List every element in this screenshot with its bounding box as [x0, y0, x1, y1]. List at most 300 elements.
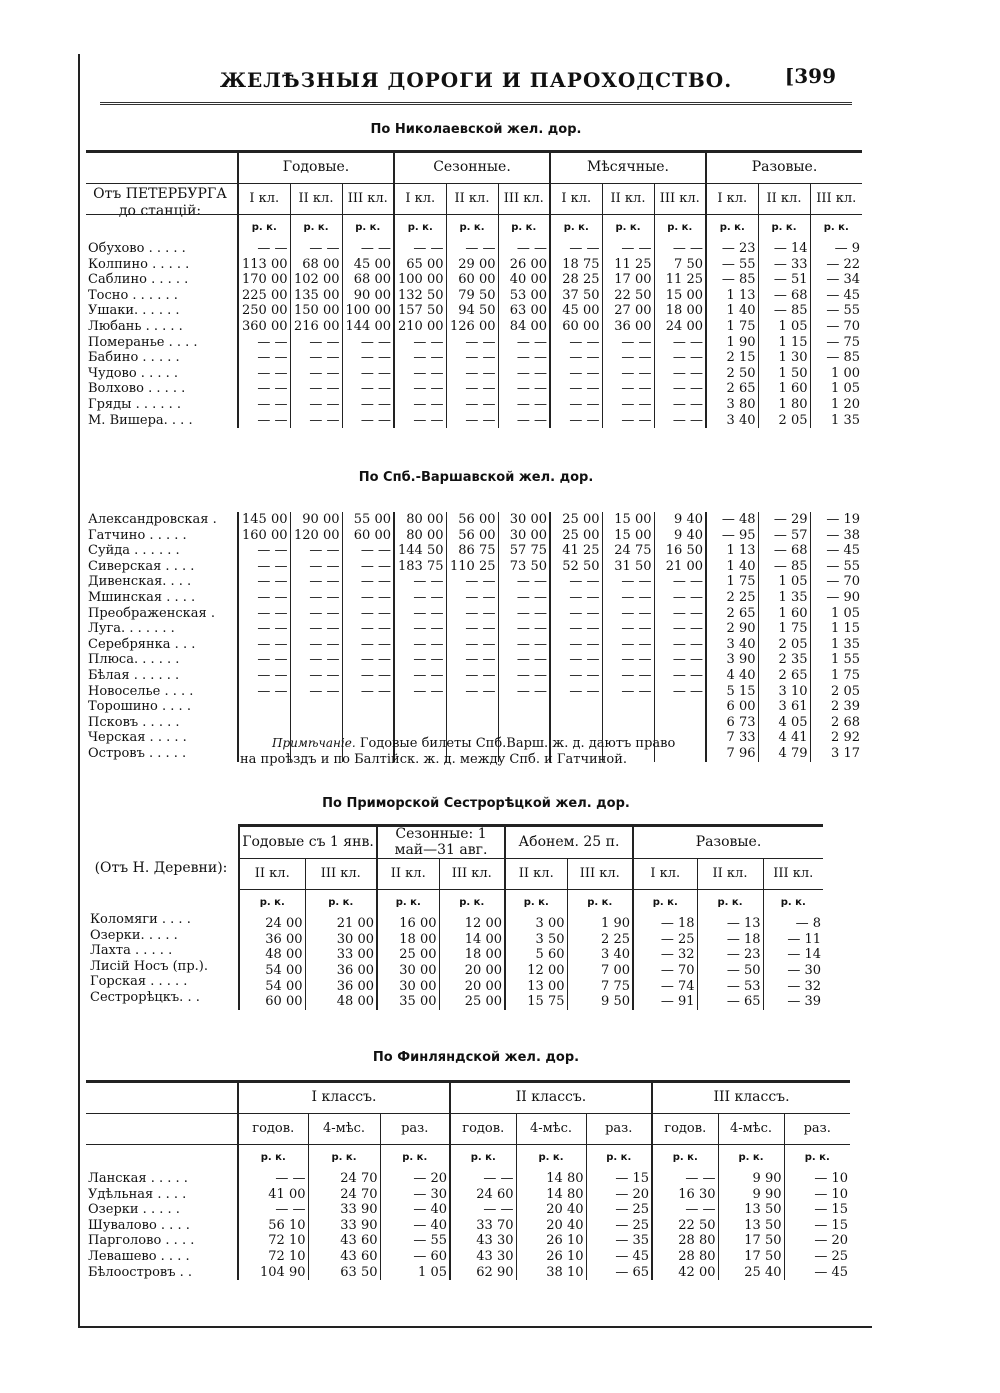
- table-row: [86, 1265, 850, 1281]
- fare-cell: 170 00: [238, 272, 290, 288]
- fare-cell: 183 75: [394, 559, 446, 575]
- fare-cell: 73 50: [498, 559, 550, 575]
- fare-cell: 7 96: [706, 746, 758, 762]
- fare-cell: 1 00: [810, 366, 862, 382]
- fare-cell: — —: [342, 637, 394, 653]
- note-text: Годовые билеты Спб.Варш. ж. д. даютъ право: [359, 736, 676, 751]
- fare-cell: 1 13: [706, 288, 758, 304]
- group-header: Годовые съ 1 янв.: [239, 826, 377, 859]
- station-name: Ланская . . . . .: [88, 1171, 188, 1186]
- fare-cell: — —: [446, 241, 498, 257]
- fare-cell: 41 00: [238, 1187, 308, 1203]
- fare-cell: — 70: [633, 963, 697, 979]
- fare-cell: [550, 715, 602, 731]
- sub-header: годов.: [652, 1114, 718, 1145]
- fare-cell: 53 00: [498, 288, 550, 304]
- fare-cell: — 50: [697, 963, 763, 979]
- fare-cell: — —: [238, 684, 290, 700]
- fare-cell: [498, 699, 550, 715]
- table-row: [86, 1249, 850, 1265]
- fare-cell: — —: [290, 543, 342, 559]
- fare-cell: — —: [238, 241, 290, 257]
- fare-cell: — 33: [758, 257, 810, 273]
- station-name: Преображенская .: [88, 605, 216, 621]
- fare-cell: — —: [654, 652, 706, 668]
- fare-cell: — —: [290, 350, 342, 366]
- fare-cell: 33 90: [308, 1218, 380, 1234]
- fare-cell: 63 00: [498, 303, 550, 319]
- fare-cell: — —: [654, 397, 706, 413]
- fare-cell: 210 00: [394, 319, 446, 335]
- fare-cell: — —: [342, 606, 394, 622]
- fare-cell: 13 00: [505, 979, 567, 995]
- fare-cell: — 85: [706, 272, 758, 288]
- fare-cell: [394, 699, 446, 715]
- fare-cell: 15 00: [602, 512, 654, 528]
- fare-cell: — 57: [758, 528, 810, 544]
- fare-cell: — —: [498, 590, 550, 606]
- fare-cell: [446, 715, 498, 731]
- fare-cell: 80 00: [394, 528, 446, 544]
- unit-label: р. к.: [633, 890, 697, 917]
- table-row: [86, 1171, 850, 1187]
- fare-cell: — 51: [758, 272, 810, 288]
- station-name: Лахта . . . . .: [90, 943, 173, 959]
- fare-cell: 24 75: [602, 543, 654, 559]
- fare-cell: — —: [602, 621, 654, 637]
- fare-cell: — —: [394, 574, 446, 590]
- fare-cell: 56 10: [238, 1218, 308, 1234]
- fare-cell: — —: [394, 652, 446, 668]
- fare-cell: 3 10: [758, 684, 810, 700]
- fare-cell: — —: [602, 606, 654, 622]
- fare-cell: — —: [290, 606, 342, 622]
- fare-cell: 3 80: [706, 397, 758, 413]
- fare-cell: 145 00: [238, 512, 290, 528]
- fare-cell: 84 00: [498, 319, 550, 335]
- unit-label: р. к.: [784, 1145, 850, 1172]
- fare-cell: 150 00: [290, 303, 342, 319]
- fare-cell: — 18: [633, 916, 697, 932]
- fare-cell: — —: [394, 381, 446, 397]
- fare-cell: 1 75: [810, 668, 862, 684]
- fare-cell: — —: [446, 397, 498, 413]
- fare-cell: [602, 699, 654, 715]
- fare-cell: — —: [654, 350, 706, 366]
- unit-label: р. к.: [602, 215, 654, 242]
- unit-label: р. к.: [652, 1145, 718, 1172]
- fare-cell: 27 00: [602, 303, 654, 319]
- group-header: III классъ.: [652, 1082, 850, 1114]
- fare-cell: — —: [498, 397, 550, 413]
- group-header: Годовые.: [238, 152, 394, 184]
- fare-cell: 43 30: [450, 1249, 516, 1265]
- fare-cell: 60 00: [239, 994, 305, 1010]
- fare-cell: — —: [446, 366, 498, 382]
- fare-cell: 132 50: [394, 288, 446, 304]
- table-row: [239, 916, 823, 932]
- fare-cell: 33 90: [308, 1202, 380, 1218]
- table-row: [86, 590, 862, 606]
- fare-cell: — —: [498, 574, 550, 590]
- fare-cell: 56 00: [446, 528, 498, 544]
- station-name: Коломяги . . . .: [90, 912, 191, 927]
- fare-cell: 11 25: [654, 272, 706, 288]
- fare-cell: — —: [342, 381, 394, 397]
- fare-cell: 21 00: [305, 916, 377, 932]
- station-name: Плюса. . . . . .: [88, 652, 180, 668]
- fare-cell: 1 35: [758, 590, 810, 606]
- fare-cell: — —: [602, 574, 654, 590]
- unit-label: р. к.: [439, 890, 505, 917]
- table-row: [86, 652, 862, 668]
- fare-cell: — 10: [784, 1171, 850, 1187]
- fare-cell: [602, 715, 654, 731]
- fare-cell: — —: [498, 413, 550, 429]
- fare-cell: 24 00: [239, 916, 305, 932]
- header-rule: [100, 94, 852, 105]
- fare-cell: — —: [290, 621, 342, 637]
- table-row: [86, 257, 862, 273]
- fare-cell: 5 60: [505, 947, 567, 963]
- note-text-2: на проѣздъ и по Балтійск. ж. д. между Спб. и Гатчиной.: [240, 752, 628, 767]
- station-name: Озерки . . . . .: [88, 1202, 180, 1218]
- fare-cell: 42 00: [652, 1265, 718, 1281]
- fare-cell: — 85: [758, 303, 810, 319]
- fare-cell: 25 00: [439, 994, 505, 1010]
- fare-cell: — —: [446, 590, 498, 606]
- fare-cell: — —: [498, 621, 550, 637]
- fare-cell: 36 00: [305, 979, 377, 995]
- fare-cell: 2 92: [810, 730, 862, 746]
- fare-cell: 7 00: [567, 963, 633, 979]
- fare-cell: 9 50: [567, 994, 633, 1010]
- fare-cell: 22 50: [652, 1218, 718, 1234]
- fare-cell: — 45: [784, 1265, 850, 1281]
- fare-cell: 104 90: [238, 1265, 308, 1281]
- section-title-nikolaev: По Николаевской жел. дор.: [370, 122, 582, 137]
- class-header: I кл.: [633, 859, 697, 890]
- fare-cell: 1 30: [758, 350, 810, 366]
- fare-cell: — —: [446, 637, 498, 653]
- fare-cell: 26 10: [516, 1233, 586, 1249]
- fare-cell: — —: [342, 574, 394, 590]
- station-name: Обухово . . . . .: [88, 241, 186, 256]
- fare-cell: 52 50: [550, 559, 602, 575]
- fare-cell: — —: [446, 574, 498, 590]
- fare-cell: 3 00: [505, 916, 567, 932]
- unit-label: р. к.: [308, 1145, 380, 1172]
- fare-cell: — —: [238, 637, 290, 653]
- class-header: III кл.: [763, 859, 823, 890]
- table-row: [86, 715, 862, 731]
- fare-cell: 18 75: [550, 257, 602, 273]
- class-header: III кл.: [810, 184, 862, 215]
- fare-cell: — —: [238, 606, 290, 622]
- fare-cell: — —: [654, 335, 706, 351]
- fare-cell: 4 05: [758, 715, 810, 731]
- sub-header: раз.: [586, 1114, 652, 1145]
- fare-cell: — 34: [810, 272, 862, 288]
- fare-cell: — —: [342, 366, 394, 382]
- fare-cell: — 8: [763, 916, 823, 932]
- unit-label: р. к.: [654, 215, 706, 242]
- fare-cell: — —: [238, 381, 290, 397]
- fare-cell: 5 15: [706, 684, 758, 700]
- station-name: Псковъ . . . . .: [88, 714, 180, 730]
- fare-cell: — —: [602, 590, 654, 606]
- fare-cell: 1 15: [758, 335, 810, 351]
- fare-cell: — —: [602, 335, 654, 351]
- fare-cell: 1 55: [810, 652, 862, 668]
- station-name: Черская . . . . .: [88, 730, 187, 746]
- unit-label: р. к.: [290, 215, 342, 242]
- fare-cell: — —: [290, 668, 342, 684]
- fare-cell: — —: [290, 335, 342, 351]
- fare-cell: 1 05: [810, 381, 862, 397]
- table-row: [86, 684, 862, 700]
- fare-cell: 18 00: [439, 947, 505, 963]
- fare-cell: — —: [450, 1202, 516, 1218]
- header-blank: [86, 184, 238, 215]
- fare-cell: — —: [498, 335, 550, 351]
- fare-cell: — 60: [380, 1249, 450, 1265]
- fare-cell: — 40: [380, 1202, 450, 1218]
- fare-cell: 6 00: [706, 699, 758, 715]
- fare-cell: — —: [602, 637, 654, 653]
- fare-cell: 65 00: [394, 257, 446, 273]
- fare-cell: — —: [446, 652, 498, 668]
- fare-cell: — 15: [784, 1218, 850, 1234]
- table-row: [239, 979, 823, 995]
- sub-header: 4-мѣс.: [516, 1114, 586, 1145]
- page-title: ЖЕЛѢЗНЫЯ ДОРОГИ И ПАРОХОДСТВО.: [219, 68, 733, 92]
- station-name: Бѣлоостровъ . .: [88, 1264, 193, 1280]
- fare-cell: — —: [238, 590, 290, 606]
- station-name: Новоселье . . . .: [88, 683, 194, 699]
- fare-cell: — —: [394, 397, 446, 413]
- fare-cell: 2 68: [810, 715, 862, 731]
- fare-cell: 3 40: [706, 413, 758, 429]
- fare-cell: 15 75: [505, 994, 567, 1010]
- fare-cell: 14 80: [516, 1171, 586, 1187]
- station-name: М. Вишера. . . .: [88, 412, 193, 428]
- header-blank: [86, 152, 238, 184]
- fare-cell: — 25: [633, 932, 697, 948]
- fare-cell: 21 00: [654, 559, 706, 575]
- group-header: II классъ.: [450, 1082, 652, 1114]
- fare-cell: — 45: [810, 288, 862, 304]
- fare-cell: 38 10: [516, 1265, 586, 1281]
- fare-cell: 24 60: [450, 1187, 516, 1203]
- unit-label: р. к.: [394, 215, 446, 242]
- fare-cell: — —: [602, 366, 654, 382]
- fare-cell: 25 00: [550, 528, 602, 544]
- fare-cell: 1 75: [706, 319, 758, 335]
- unit-label: р. к.: [238, 215, 290, 242]
- class-header: II кл.: [758, 184, 810, 215]
- page-number: [399: [784, 64, 836, 88]
- class-header: II кл.: [697, 859, 763, 890]
- station-name: Волхово . . . . .: [88, 381, 186, 397]
- fare-cell: 2 25: [567, 932, 633, 948]
- fare-cell: — —: [550, 241, 602, 257]
- fare-cell: — 23: [706, 241, 758, 257]
- fare-cell: [238, 699, 290, 715]
- fare-cell: 17 00: [602, 272, 654, 288]
- fare-cell: 9 40: [654, 528, 706, 544]
- fare-cell: 24 00: [654, 319, 706, 335]
- fare-cell: 43 60: [308, 1233, 380, 1249]
- fare-cell: 16 00: [377, 916, 439, 932]
- fare-cell: 36 00: [602, 319, 654, 335]
- station-name: Суйда . . . . . .: [88, 543, 180, 559]
- table-row: [86, 512, 862, 528]
- fare-cell: 1 05: [810, 606, 862, 622]
- note-label: Примѣчаніе.: [272, 736, 356, 750]
- fare-cell: — —: [550, 590, 602, 606]
- unit-label: р. к.: [586, 1145, 652, 1172]
- fare-cell: — —: [342, 397, 394, 413]
- fare-cell: — —: [394, 684, 446, 700]
- fare-cell: [654, 715, 706, 731]
- fare-cell: — —: [290, 366, 342, 382]
- station-name: Озерки. . . . .: [90, 927, 178, 943]
- fare-cell: — —: [654, 381, 706, 397]
- fare-cell: — —: [238, 668, 290, 684]
- fare-cell: 1 05: [380, 1265, 450, 1281]
- fare-cell: — —: [652, 1171, 718, 1187]
- fare-cell: — —: [602, 684, 654, 700]
- group-header: Сезонные.: [394, 152, 550, 184]
- fare-cell: — —: [498, 684, 550, 700]
- fare-cell: — —: [550, 381, 602, 397]
- fare-cell: 28 80: [652, 1233, 718, 1249]
- unit-label: р. к.: [758, 215, 810, 242]
- fare-cell: 2 65: [706, 606, 758, 622]
- fare-cell: — 68: [758, 288, 810, 304]
- fare-cell: — 30: [380, 1187, 450, 1203]
- fare-cell: 60 00: [550, 319, 602, 335]
- class-header: III кл.: [305, 859, 377, 890]
- station-name: Померанье . . . .: [88, 334, 198, 350]
- fare-cell: — 70: [810, 574, 862, 590]
- fare-cell: 20 00: [439, 979, 505, 995]
- fare-cell: 2 65: [758, 668, 810, 684]
- table-row: [86, 1187, 850, 1203]
- station-name: Горская . . . . .: [90, 974, 188, 990]
- station-name: Тосно . . . . . .: [88, 287, 178, 303]
- fare-cell: 63 50: [308, 1265, 380, 1281]
- fare-cell: 94 50: [446, 303, 498, 319]
- fare-cell: — —: [238, 366, 290, 382]
- fare-cell: 1 40: [706, 559, 758, 575]
- fare-cell: 86 75: [446, 543, 498, 559]
- fare-cell: — —: [342, 335, 394, 351]
- sub-header: раз.: [784, 1114, 850, 1145]
- fare-cell: — 55: [706, 257, 758, 273]
- fare-cell: — 10: [784, 1187, 850, 1203]
- fare-cell: 48 00: [239, 947, 305, 963]
- table-row: [86, 1233, 850, 1249]
- fare-cell: 2 50: [706, 366, 758, 382]
- station-name: Серебрянка . . .: [88, 636, 196, 652]
- fare-cell: 250 00: [238, 303, 290, 319]
- from-label-spb: Отъ ПЕТЕРБУРГА до станцій:: [93, 186, 227, 219]
- fare-cell: [394, 715, 446, 731]
- fare-cell: — —: [654, 621, 706, 637]
- fare-cell: — —: [654, 413, 706, 429]
- class-header: II кл.: [505, 859, 567, 890]
- fare-cell: — —: [652, 1202, 718, 1218]
- fare-cell: 2 15: [706, 350, 758, 366]
- fare-cell: — —: [342, 350, 394, 366]
- fare-cell: — —: [342, 652, 394, 668]
- warsaw-table: [86, 512, 862, 762]
- fare-cell: — 15: [586, 1171, 652, 1187]
- fare-cell: 1 60: [758, 381, 810, 397]
- fare-cell: — —: [446, 684, 498, 700]
- fare-cell: 12 00: [439, 916, 505, 932]
- finland-table: [86, 1080, 850, 1280]
- class-header: III кл.: [567, 859, 633, 890]
- fare-cell: — 68: [758, 543, 810, 559]
- fare-cell: 9 40: [654, 512, 706, 528]
- fare-cell: — —: [550, 637, 602, 653]
- fare-cell: 360 00: [238, 319, 290, 335]
- fare-cell: 90 00: [290, 512, 342, 528]
- fare-cell: — —: [602, 413, 654, 429]
- fare-cell: — 20: [784, 1233, 850, 1249]
- station-name: Сестрорѣцкъ. . .: [90, 989, 200, 1005]
- fare-cell: 16 30: [652, 1187, 718, 1203]
- fare-cell: — —: [654, 637, 706, 653]
- unit-blank: [86, 1145, 238, 1172]
- fare-cell: 25 00: [377, 947, 439, 963]
- fare-cell: 1 90: [706, 335, 758, 351]
- class-header: II кл.: [239, 859, 305, 890]
- fare-cell: 24 70: [308, 1171, 380, 1187]
- sub-header: 4-мѣс.: [718, 1114, 784, 1145]
- fare-cell: — —: [290, 559, 342, 575]
- table-row: [86, 559, 862, 575]
- fare-cell: — —: [290, 684, 342, 700]
- fare-cell: 1 20: [810, 397, 862, 413]
- fare-cell: — —: [342, 668, 394, 684]
- station-name: Любань . . . . .: [88, 318, 183, 334]
- fare-cell: 20 40: [516, 1218, 586, 1234]
- station-name: Гатчино . . . . .: [88, 527, 187, 543]
- fare-cell: 144 00: [342, 319, 394, 335]
- unit-label: р. к.: [718, 1145, 784, 1172]
- fare-cell: — —: [550, 606, 602, 622]
- fare-cell: — 30: [763, 963, 823, 979]
- fare-cell: — —: [394, 350, 446, 366]
- fare-cell: 60 00: [446, 272, 498, 288]
- fare-cell: 157 50: [394, 303, 446, 319]
- fare-cell: — —: [550, 350, 602, 366]
- fare-cell: — —: [654, 590, 706, 606]
- fare-cell: — —: [342, 590, 394, 606]
- fare-cell: 31 50: [602, 559, 654, 575]
- fare-cell: 3 17: [810, 746, 862, 762]
- fare-cell: 9 90: [718, 1171, 784, 1187]
- sub-header: годов.: [238, 1114, 308, 1145]
- fare-cell: [498, 715, 550, 731]
- fare-cell: [342, 699, 394, 715]
- class-header: II кл.: [602, 184, 654, 215]
- fare-cell: 1 35: [810, 413, 862, 429]
